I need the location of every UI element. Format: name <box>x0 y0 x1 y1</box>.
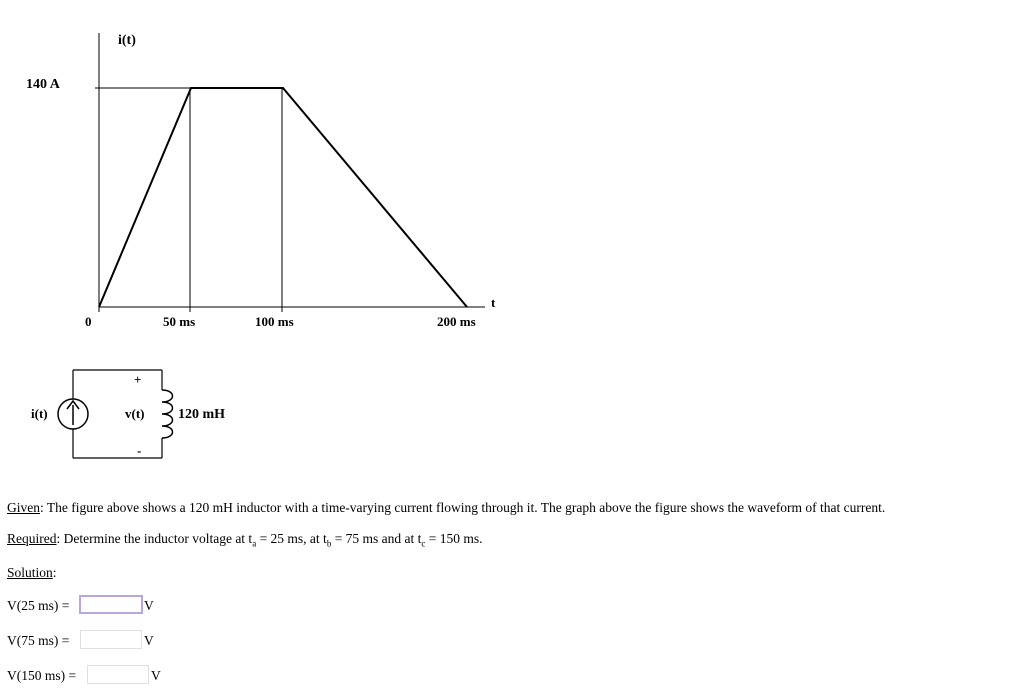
given-body: : The figure above shows a 120 mH inductor with a time-varying current flowing through it. The graph above the figure shows the waveform of that current. <box>40 500 886 515</box>
given-label: Given <box>7 500 40 515</box>
answer-label-25ms: V(25 ms) = <box>7 598 70 613</box>
required-mid-b: = 75 ms and at t <box>331 531 422 546</box>
answer-unit-25ms: V <box>144 598 154 613</box>
tick-label-200: 200 ms <box>437 314 476 329</box>
answer-label-75ms: V(75 ms) = <box>7 633 70 648</box>
required-mid-a: = 25 ms, at t <box>256 531 327 546</box>
x-axis-label: t <box>491 295 496 310</box>
required-tail: = 150 ms. <box>425 531 483 546</box>
subscript-b: b <box>326 538 332 549</box>
solution-heading <box>7 565 57 581</box>
answer-input-150ms[interactable] <box>87 665 149 684</box>
solution-colon: : <box>52 565 57 580</box>
answer-label-150ms: V(150 ms) = <box>7 668 77 683</box>
y-axis-label: i(t) <box>118 33 136 48</box>
voltage-minus: - <box>137 443 142 458</box>
subscript-c: c <box>421 538 426 549</box>
required-paragraph <box>7 531 483 549</box>
subscript-a: a <box>252 538 257 549</box>
tick-label-100: 100 ms <box>255 314 294 329</box>
voltage-plus: + <box>134 372 142 387</box>
tick-label-0: 0 <box>85 314 92 329</box>
answer-unit-150ms: V <box>151 668 161 683</box>
given-paragraph <box>7 500 885 516</box>
current-waveform <box>99 88 467 307</box>
solution-label: Solution <box>7 565 53 580</box>
required-label: Required <box>7 531 57 546</box>
inductor-label: 120 mH <box>178 407 226 422</box>
peak-label: 140 A <box>26 77 60 92</box>
answer-input-75ms[interactable] <box>80 630 142 649</box>
answer-unit-75ms: V <box>144 633 154 648</box>
circuit <box>58 370 173 458</box>
source-label: i(t) <box>31 406 48 421</box>
voltage-label: v(t) <box>125 406 145 421</box>
answer-input-25ms[interactable] <box>79 595 143 614</box>
tick-label-50: 50 ms <box>163 314 196 329</box>
inductor-coil-icon <box>162 390 173 438</box>
required-pre: : Determine the inductor voltage at t <box>56 531 253 546</box>
